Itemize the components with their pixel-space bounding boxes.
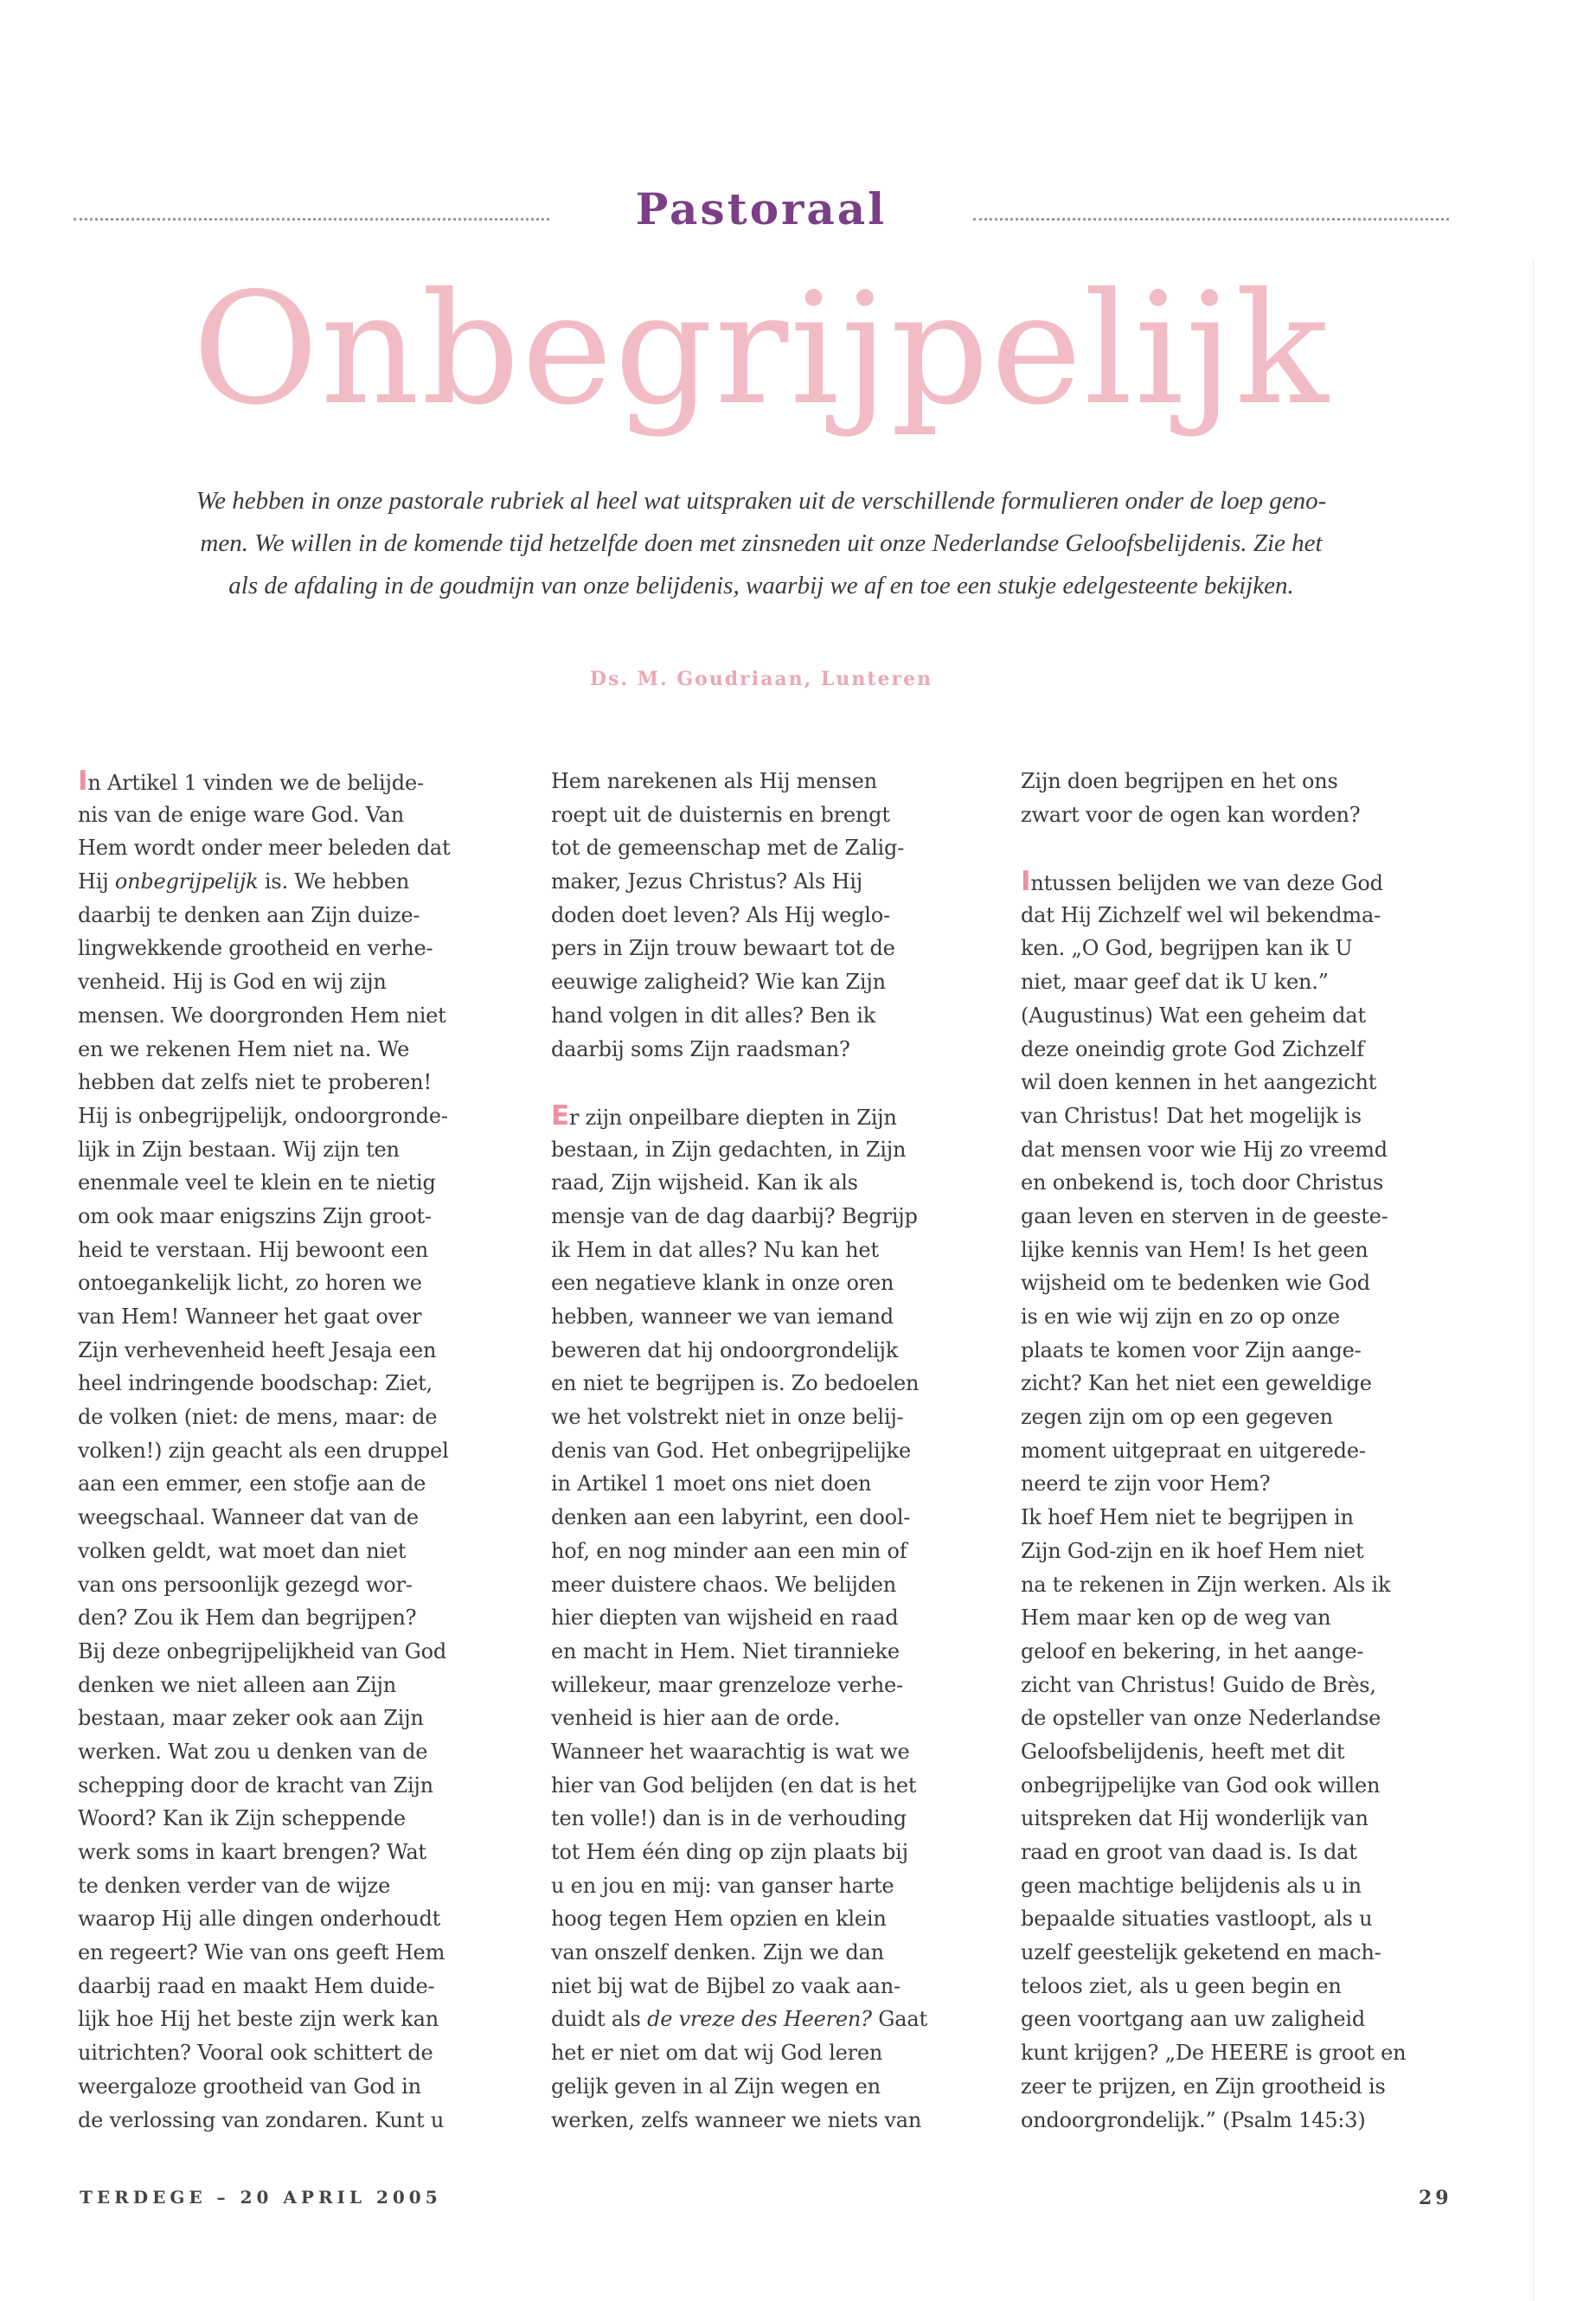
text-line: roept uit de duisternis en brengt — [551, 802, 890, 827]
text-line: uitrichten? Vooral ook schittert de — [78, 2041, 433, 2066]
page-number: 29 — [1419, 2187, 1452, 2209]
text-line: bestaan, maar zeker ook aan Zijn — [78, 1706, 424, 1731]
text-line: Bij deze onbegrijpelijkheid van God — [78, 1638, 447, 1663]
text-line: is en wie wij zijn en zo op onze — [1021, 1304, 1340, 1329]
line-text: n Artikel 1 vinden we de belijde- — [87, 771, 424, 795]
text-line: Zijn doen begrijpen en het ons — [1021, 769, 1338, 793]
text-line: werk soms in kaart brengen? Wat — [78, 1840, 426, 1864]
text-line: lingwekkende grootheid en verhe- — [78, 936, 433, 961]
line-text: ntussen belijden we van deze God — [1030, 871, 1383, 896]
line-text: is. We hebben — [258, 869, 410, 894]
text-line: raad en groot van daad is. Is dat — [1021, 1840, 1357, 1864]
text-line: geen voortgang aan uw zaligheid — [1021, 2007, 1366, 2032]
text-line: uzelf geestelijk geketend en mach- — [1021, 1940, 1381, 1965]
text-line: werken, zelfs wanneer we niets van — [551, 2107, 922, 2132]
text-line: een negatieve klank in onze oren — [551, 1271, 894, 1296]
text-line: zicht van Christus! Guido de Brès, — [1021, 1672, 1376, 1697]
text-line: willekeur, maar grenzeloze verhe- — [551, 1672, 903, 1697]
text-line: het er niet om dat wij God leren — [551, 2041, 883, 2066]
text-line — [551, 2003, 992, 2036]
text-line: schepping door de kracht van Zijn — [78, 1772, 433, 1798]
text-line: kunt krijgen? „De HEERE is groot en — [1021, 2041, 1407, 2066]
text-line: om ook maar enigszins Zijn groot- — [78, 1203, 432, 1228]
text-line: venheid. Hij is God en wij zijn — [78, 970, 387, 995]
text-line: ken. „O God, begrijpen kan ik U — [1021, 936, 1353, 961]
intro-line: men. We willen in de komende tijd hetzelfde doen met zinsneden uit onze Nederlandse Geloofsbelijdenis. Zie het — [200, 529, 1323, 557]
text-line: uitspreken dat Hij wonderlijk van — [1021, 1806, 1368, 1831]
text-line: meer duistere chaos. We belijden — [551, 1572, 896, 1597]
text-line: waarop Hij alle dingen onderhoudt — [78, 1907, 441, 1932]
section-label: Pastoraal — [635, 183, 888, 234]
text-line: nis van de enige ware God. Van — [78, 802, 405, 827]
text-line: deze oneindig grote God Zichzelf — [1021, 1036, 1364, 1061]
text-line — [1021, 831, 1462, 865]
text-line: zegen zijn om op een gegeven — [1021, 1405, 1333, 1430]
text-line — [78, 765, 519, 798]
text-line — [551, 1066, 992, 1099]
text-line: na te rekenen in Zijn werken. Als ik — [1021, 1572, 1391, 1597]
text-line: Hem maar ken op de weg van — [1021, 1606, 1331, 1631]
text-line: zwart voor de ogen kan worden? — [1021, 802, 1361, 827]
text-line: van Christus! Dat het mogelijk is — [1021, 1103, 1362, 1128]
text-line: dat Hij Zichzelf wel wil bekendma- — [1021, 902, 1381, 927]
text-line: wijsheid om te bedenken wie God — [1021, 1271, 1370, 1296]
text-line — [551, 1099, 992, 1133]
footer-publication: TERDEGE – 20 APRIL 2005 — [80, 2187, 442, 2208]
drop-initial: E — [551, 1099, 569, 1131]
text-line: hier diepten van wijsheid en raad — [551, 1606, 899, 1631]
text-line: tot de gemeenschap met de Zalig- — [551, 836, 905, 861]
text-line: Hem narekenen als Hij mensen — [551, 769, 877, 793]
text-line: daarbij te denken aan Zijn duize- — [78, 902, 420, 927]
text-line: en niet te begrijpen is. Zo bedoelen — [551, 1371, 920, 1396]
text-line: Wanneer het waarachtig is wat we — [551, 1739, 910, 1764]
text-column-1 — [78, 765, 519, 2137]
text-line: onbegrijpelijke van God ook willen — [1021, 1772, 1381, 1798]
text-line: geloof en bekering, in het aange- — [1021, 1638, 1364, 1663]
text-line: zicht? Kan het niet een geweldige — [1021, 1371, 1372, 1396]
text-line: hand volgen in dit alles? Ben ik — [551, 1003, 876, 1028]
text-line: en onbekend is, toch door Christus — [1021, 1170, 1384, 1195]
drop-initial: I — [78, 766, 88, 797]
text-line: beweren dat hij ondoorgrondelijk — [551, 1337, 899, 1362]
text-line: en macht in Hem. Niet tirannieke — [551, 1638, 900, 1663]
text-line: mensen. We doorgronden Hem niet — [78, 1003, 446, 1028]
text-line: denken aan een labyrint, een dool- — [551, 1505, 911, 1530]
emphasis-text: onbegrijpelijk — [114, 869, 259, 894]
line-text: r zijn onpeilbare diepten in Zijn — [568, 1105, 897, 1130]
text-line: mensje van de dag daarbij? Begrijp — [551, 1203, 918, 1228]
text-line: werken. Wat zou u denken van de — [78, 1739, 428, 1764]
text-line: lijk hoe Hij het beste zijn werk kan — [78, 2007, 439, 2032]
text-line: gaan leven en sterven in de geeste- — [1021, 1203, 1388, 1228]
text-line: moment uitgepraat en uitgerede- — [1021, 1438, 1366, 1463]
text-line: weegschaal. Wanneer dat van de — [78, 1505, 419, 1530]
text-line: de verlossing van zondaren. Kunt u — [78, 2107, 445, 2132]
text-line: hebben, wanneer we van iemand — [551, 1304, 894, 1329]
text-line: de opsteller van onze Nederlandse — [1021, 1706, 1381, 1731]
text-line: hier van God belijden (en dat is het — [551, 1772, 917, 1798]
text-line: pers in Zijn trouw bewaart tot de — [551, 936, 895, 961]
text-line: raad, Zijn wijsheid. Kan ik als — [551, 1170, 858, 1195]
text-line: niet, maar geef dat ik U ken.” — [1021, 970, 1329, 995]
text-line: heid te verstaan. Hij bewoont een — [78, 1237, 429, 1262]
text-line: daarbij soms Zijn raadsman? — [551, 1036, 850, 1061]
text-line — [1021, 865, 1462, 899]
author-byline: Ds. M. Goudriaan, Lunteren — [589, 668, 933, 690]
text-column-2 — [551, 765, 992, 2137]
text-line: geen machtige belijdenis als u in — [1021, 1873, 1362, 1898]
text-line: heel indringende boodschap: Ziet, — [78, 1371, 433, 1396]
text-line: plaats te komen voor Zijn aange- — [1021, 1337, 1362, 1362]
text-line: hebben dat zelfs niet te proberen! — [78, 1070, 432, 1095]
text-line: enenmale veel te klein en te nietig — [78, 1170, 436, 1195]
text-line: Zijn God-zijn en ik hoef Hem niet — [1021, 1538, 1364, 1563]
intro-line: We hebben in onze pastorale rubriek al heel wat uitspraken uit de verschillende formulieren onder de loep geno- — [195, 487, 1327, 515]
text-line: bepaalde situaties vastloopt, als u — [1021, 1907, 1373, 1932]
text-line: denis van God. Het onbegrijpelijke — [551, 1438, 911, 1463]
text-line: Zijn verhevenheid heeft Jesaja een — [78, 1337, 437, 1362]
text-line: van Hem! Wanneer het gaat over — [78, 1304, 422, 1329]
text-line: doden doet leven? Als Hij weglo- — [551, 902, 890, 927]
text-line: van onszelf denken. Zijn we dan — [551, 1940, 884, 1965]
text-line: we het volstrekt niet in onze belij- — [551, 1405, 904, 1430]
text-line: lijke kennis van Hem! Is het geen — [1021, 1237, 1368, 1262]
text-line: venheid is hier aan de orde. — [551, 1706, 841, 1731]
text-line: tot Hem één ding op zijn plaats bij — [551, 1840, 908, 1864]
text-line: ik Hem in dat alles? Nu kan het — [551, 1237, 879, 1262]
line-text: duidt als — [551, 2007, 648, 2032]
text-line: weergaloze grootheid van God in — [78, 2073, 421, 2099]
text-line: bestaan, in Zijn gedachten, in Zijn — [551, 1137, 907, 1162]
text-line: hof, en nog minder aan een min of — [551, 1538, 907, 1563]
text-line: den? Zou ik Hem dan begrijpen? — [78, 1606, 417, 1631]
text-line: ondoorgrondelijk.” (Psalm 145:3) — [1021, 2107, 1366, 2132]
text-line: wil doen kennen in het aangezicht — [1021, 1070, 1377, 1095]
text-line: Geloofsbelijdenis, heeft met dit — [1021, 1739, 1345, 1764]
text-line — [78, 865, 519, 899]
text-line: Hem wordt onder meer beleden dat — [78, 836, 451, 861]
text-line: ten volle!) dan is in de verhouding — [551, 1806, 907, 1831]
text-line: van ons persoonlijk gezegd wor- — [78, 1572, 413, 1597]
text-line: Hij is onbegrijpelijk, ondoorgronde- — [78, 1103, 448, 1128]
drop-initial: I — [1021, 866, 1031, 898]
text-line: (Augustinus) Wat een geheim dat — [1021, 1003, 1366, 1028]
text-line: lijk in Zijn bestaan. Wij zijn ten — [78, 1137, 400, 1162]
text-line: Woord? Kan ik Zijn scheppende — [78, 1806, 406, 1831]
intro-line: als de afdaling in de goudmijn van onze belijdenis, waarbij we af en toe een stukje edelgesteente bekijken. — [228, 572, 1294, 599]
line-text: Gaat — [871, 2007, 927, 2032]
text-line: volken!) zijn geacht als een druppel — [78, 1438, 449, 1463]
text-line: denken we niet alleen aan Zijn — [78, 1672, 396, 1697]
article-intro — [52, 480, 1471, 607]
text-line: neerd te zijn voor Hem? — [1021, 1471, 1271, 1497]
page-edge-shadow — [1533, 260, 1534, 2301]
text-line: en we rekenen Hem niet na. We — [78, 1036, 410, 1061]
text-line: u en jou en mij: van ganser harte — [551, 1873, 894, 1898]
text-line: aan een emmer, een stofje aan de — [78, 1471, 426, 1497]
emphasis-text: de vreze des Heeren? — [647, 2007, 872, 2032]
article-title: Onbegrijpelijk — [192, 260, 1330, 439]
line-text: Hij — [78, 869, 115, 894]
text-line: zeer te prijzen, en Zijn grootheid is — [1021, 2073, 1386, 2099]
text-line: ontoegankelijk licht, zo horen we — [78, 1271, 422, 1296]
text-line: hoog tegen Hem opzien en klein — [551, 1907, 887, 1932]
text-line: Ik hoef Hem niet te begrijpen in — [1021, 1505, 1354, 1530]
text-line: maker, Jezus Christus? Als Hij — [551, 869, 862, 894]
text-line: teloos ziet, als u geen begin en — [1021, 1973, 1342, 1998]
text-line: volken geldt, wat moet dan niet — [78, 1538, 407, 1563]
text-line: dat mensen voor wie Hij zo vreemd — [1021, 1137, 1388, 1162]
text-line: gelijk geven in al Zijn wegen en — [551, 2073, 881, 2099]
text-line: de volken (niet: de mens, maar: de — [78, 1405, 438, 1430]
text-line: daarbij raad en maakt Hem duide- — [78, 1973, 435, 1998]
text-line: eeuwige zaligheid? Wie kan Zijn — [551, 970, 886, 995]
text-column-3 — [1021, 765, 1462, 2137]
text-line: niet bij wat de Bijbel zo vaak aan- — [551, 1973, 901, 1998]
text-line: te denken verder van de wijze — [78, 1873, 391, 1898]
text-line: in Artikel 1 moet ons niet doen — [551, 1471, 872, 1497]
text-line: en regeert? Wie van ons geeft Hem — [78, 1940, 445, 1965]
